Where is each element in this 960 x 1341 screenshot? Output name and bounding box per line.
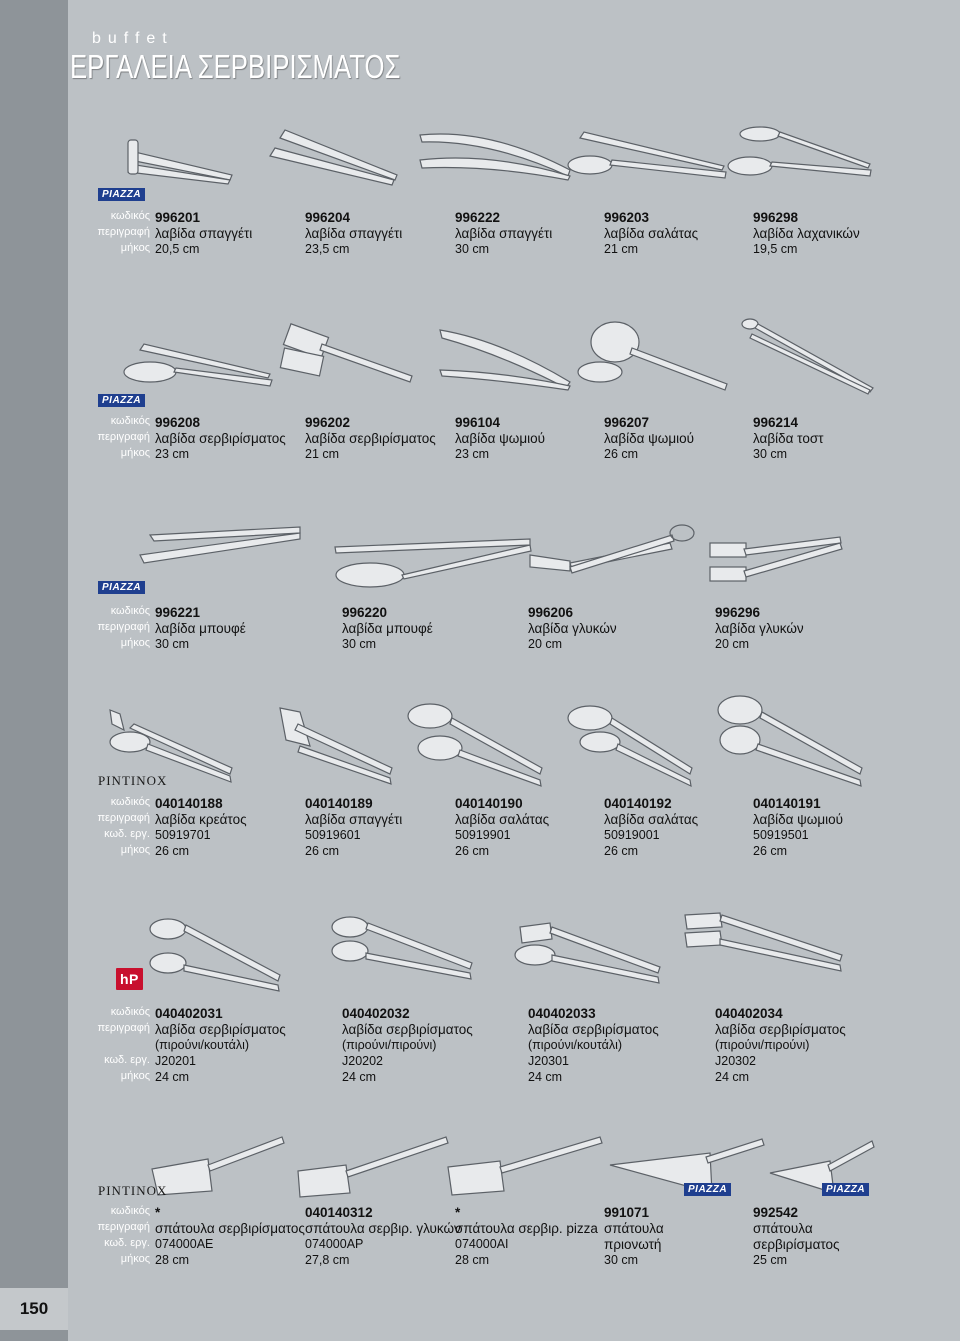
product-desc: λαβίδα μπουφέ: [155, 621, 246, 636]
salad-tongs-icon: [408, 704, 542, 786]
product-code: 996204: [305, 210, 351, 225]
product-code: 991071: [604, 1205, 650, 1220]
product-factory: 50919501: [753, 828, 809, 842]
buffet-tongs-icon: [335, 539, 531, 587]
product-length: 30 cm: [455, 242, 490, 256]
pizza-spatula-icon: [448, 1137, 602, 1195]
product-desc: λαβίδα σπαγγέτι: [155, 226, 253, 241]
product-code: 996104: [455, 415, 501, 430]
page-title: ΕΡΓΑΛΕΙΑ ΣΕΡΒΙΡΙΣΜΑΤΟΣ: [70, 48, 401, 85]
product-desc: λαβίδα σπαγγέτι: [305, 226, 403, 241]
serving-tongs-icon: [124, 344, 272, 386]
product-code: 996296: [715, 605, 761, 620]
pastry-tongs-icon: [710, 537, 842, 581]
product-code: 992542: [753, 1205, 799, 1220]
product-code: 996208: [155, 415, 201, 430]
product-desc2: πριονωτή: [604, 1237, 662, 1252]
product-desc: λαβίδα λαχανικών: [753, 226, 860, 241]
product-length: 21 cm: [305, 447, 340, 461]
piazza-logo: PIAZZA: [98, 394, 145, 407]
left-margin-bar: [0, 0, 68, 1341]
product-length: 19,5 cm: [753, 242, 798, 256]
product-length: 26 cm: [305, 844, 340, 858]
page-number: 150: [0, 1288, 68, 1330]
product-code: 040402031: [155, 1006, 223, 1021]
product-desc: λαβίδα σαλάτας: [604, 226, 699, 241]
product-code: *: [155, 1205, 161, 1220]
product-factory: 074000AP: [305, 1237, 364, 1251]
row6-product-images: [150, 1125, 880, 1200]
salad-tongs-icon: [568, 706, 692, 786]
vegetable-tongs-icon: [728, 127, 871, 176]
product-factory: 074000AI: [455, 1237, 509, 1251]
spaghetti-tongs-icon: [280, 708, 392, 784]
product-desc: λαβίδα μπουφέ: [342, 621, 433, 636]
row3-product-images: [110, 515, 880, 595]
bread-tongs-icon: [718, 696, 862, 786]
row1-product-images: [110, 120, 880, 200]
product-code: 040402034: [715, 1006, 783, 1021]
product-length: 28 cm: [455, 1253, 490, 1267]
product-desc2: (πιρούνι/πιρούνι): [342, 1038, 437, 1052]
row2-product-images: [110, 310, 880, 400]
product-desc: λαβίδα σπαγγέτι: [305, 812, 403, 827]
product-desc: λαβίδα σερβιρίσματος: [715, 1022, 846, 1037]
product-desc: λαβίδα σαλάτας: [604, 812, 699, 827]
product-length: 24 cm: [155, 1070, 190, 1084]
product-code: 996201: [155, 210, 201, 225]
product-desc: λαβίδα ψωμιού: [455, 431, 546, 446]
product-factory: 50919001: [604, 828, 660, 842]
product-length: 24 cm: [715, 1070, 750, 1084]
product-length: 28 cm: [155, 1253, 190, 1267]
product-length: 26 cm: [155, 844, 190, 858]
product-length: 21 cm: [604, 242, 639, 256]
product-code: 996202: [305, 415, 351, 430]
product-desc: σπάτουλα σερβιρ. γλυκών: [305, 1221, 461, 1236]
spaghetti-tongs-icon: [128, 140, 232, 184]
product-desc: λαβίδα τοστ: [753, 431, 824, 446]
row4-product-images: [100, 690, 880, 790]
pastry-tongs-icon: [530, 525, 694, 573]
product-desc: λαβίδα σερβιρίσματος: [342, 1022, 473, 1037]
product-length: 23 cm: [455, 447, 490, 461]
product-desc: λαβίδα σερβιρίσματος: [155, 431, 286, 446]
product-length: 20,5 cm: [155, 242, 200, 256]
product-code: 040402033: [528, 1006, 596, 1021]
product-length: 24 cm: [342, 1070, 377, 1084]
product-desc: λαβίδα σαλάτας: [455, 812, 550, 827]
piazza-logo: PIAZZA: [684, 1183, 731, 1196]
product-desc: σπάτουλα σερβιρ. pizza: [455, 1221, 598, 1236]
header-category: buffet: [92, 30, 174, 47]
cake-spatula-icon: [298, 1137, 448, 1197]
serving-spatula-icon: [152, 1137, 284, 1195]
piazza-logo: PIAZZA: [98, 188, 145, 201]
product-length: 26 cm: [753, 844, 788, 858]
product-factory: J20202: [342, 1054, 384, 1068]
product-code: 996206: [528, 605, 574, 620]
serving-tongs-icon: [332, 917, 472, 979]
product-code: 996220: [342, 605, 388, 620]
product-length: 27,8 cm: [305, 1253, 350, 1267]
product-code: 996222: [455, 210, 501, 225]
product-desc: λαβίδα γλυκών: [528, 621, 617, 636]
meat-tongs-icon: [110, 710, 232, 782]
serving-tongs-icon: [150, 919, 280, 991]
product-desc2: (πιρούνι/πιρούνι): [715, 1038, 810, 1052]
product-length: 30 cm: [604, 1253, 639, 1267]
product-desc: σπάτουλα: [753, 1221, 813, 1236]
serving-tongs-icon: [685, 913, 842, 971]
product-code: 040140189: [305, 796, 373, 811]
product-length: 26 cm: [604, 447, 639, 461]
product-length: 25 cm: [753, 1253, 788, 1267]
piazza-logo: PIAZZA: [822, 1183, 869, 1196]
product-desc: λαβίδα σερβιρίσματος: [528, 1022, 659, 1037]
product-code: *: [455, 1205, 461, 1220]
pintinox-logo: PINTINOX: [98, 1183, 168, 1198]
product-code: 996221: [155, 605, 201, 620]
product-code: 996207: [604, 415, 650, 430]
pintinox-logo: PINTINOX: [98, 773, 168, 788]
product-code: 040140188: [155, 796, 223, 811]
product-length: 24 cm: [528, 1070, 563, 1084]
product-length: 23 cm: [155, 447, 190, 461]
toast-tongs-icon: [742, 319, 873, 394]
product-code: 996298: [753, 210, 799, 225]
product-code: 040140191: [753, 796, 821, 811]
product-factory: 50919601: [305, 828, 361, 842]
product-length: 30 cm: [155, 637, 190, 651]
spaghetti-tongs-icon: [270, 130, 397, 185]
product-code: 040140190: [455, 796, 523, 811]
product-length: 30 cm: [753, 447, 788, 461]
serving-tongs-icon: [515, 923, 660, 983]
spaghetti-tongs-icon: [420, 134, 570, 180]
product-desc: λαβίδα κρεάτος: [155, 812, 247, 827]
bread-tongs-icon: [578, 322, 727, 390]
product-code: 040402032: [342, 1006, 410, 1021]
row5-product-images: [140, 905, 880, 1000]
product-length: 20 cm: [528, 637, 563, 651]
product-factory: J20201: [155, 1054, 197, 1068]
product-desc2: (πιρούνι/κουτάλι): [528, 1038, 623, 1052]
bread-tongs-icon: [440, 330, 570, 390]
product-desc2: (πιρούνι/κουτάλι): [155, 1038, 250, 1052]
product-desc: λαβίδα ψωμιού: [753, 812, 844, 827]
serving-tongs-icon: [280, 324, 412, 382]
buffet-tongs-icon: [140, 527, 300, 563]
product-length: 20 cm: [715, 637, 750, 651]
piazza-logo: PIAZZA: [98, 581, 145, 594]
product-code: 996203: [604, 210, 650, 225]
product-factory: 50919701: [155, 828, 211, 842]
product-factory: J20301: [528, 1054, 570, 1068]
product-desc2: σερβιρίσματος: [753, 1237, 840, 1252]
product-desc: λαβίδα γλυκών: [715, 621, 804, 636]
product-length: 30 cm: [342, 637, 377, 651]
product-factory: 074000AE: [155, 1237, 214, 1251]
product-code: 040140312: [305, 1205, 373, 1220]
product-desc: λαβίδα σερβιρίσματος: [305, 431, 436, 446]
hp-logo: hP: [116, 968, 143, 990]
product-desc: λαβίδα σερβιρίσματος: [155, 1022, 286, 1037]
salad-tongs-icon: [568, 132, 726, 178]
product-desc: λαβίδα σπαγγέτι: [455, 226, 553, 241]
product-length: 26 cm: [604, 844, 639, 858]
product-length: 26 cm: [455, 844, 490, 858]
product-desc: λαβίδα ψωμιού: [604, 431, 695, 446]
product-desc: σπάτουλα: [604, 1221, 664, 1236]
product-code: 996214: [753, 415, 799, 430]
product-factory: 50919901: [455, 828, 511, 842]
product-code: 040140192: [604, 796, 672, 811]
product-length: 23,5 cm: [305, 242, 350, 256]
product-factory: J20302: [715, 1054, 757, 1068]
product-desc: σπάτουλα σερβιρίσματος: [155, 1221, 305, 1236]
